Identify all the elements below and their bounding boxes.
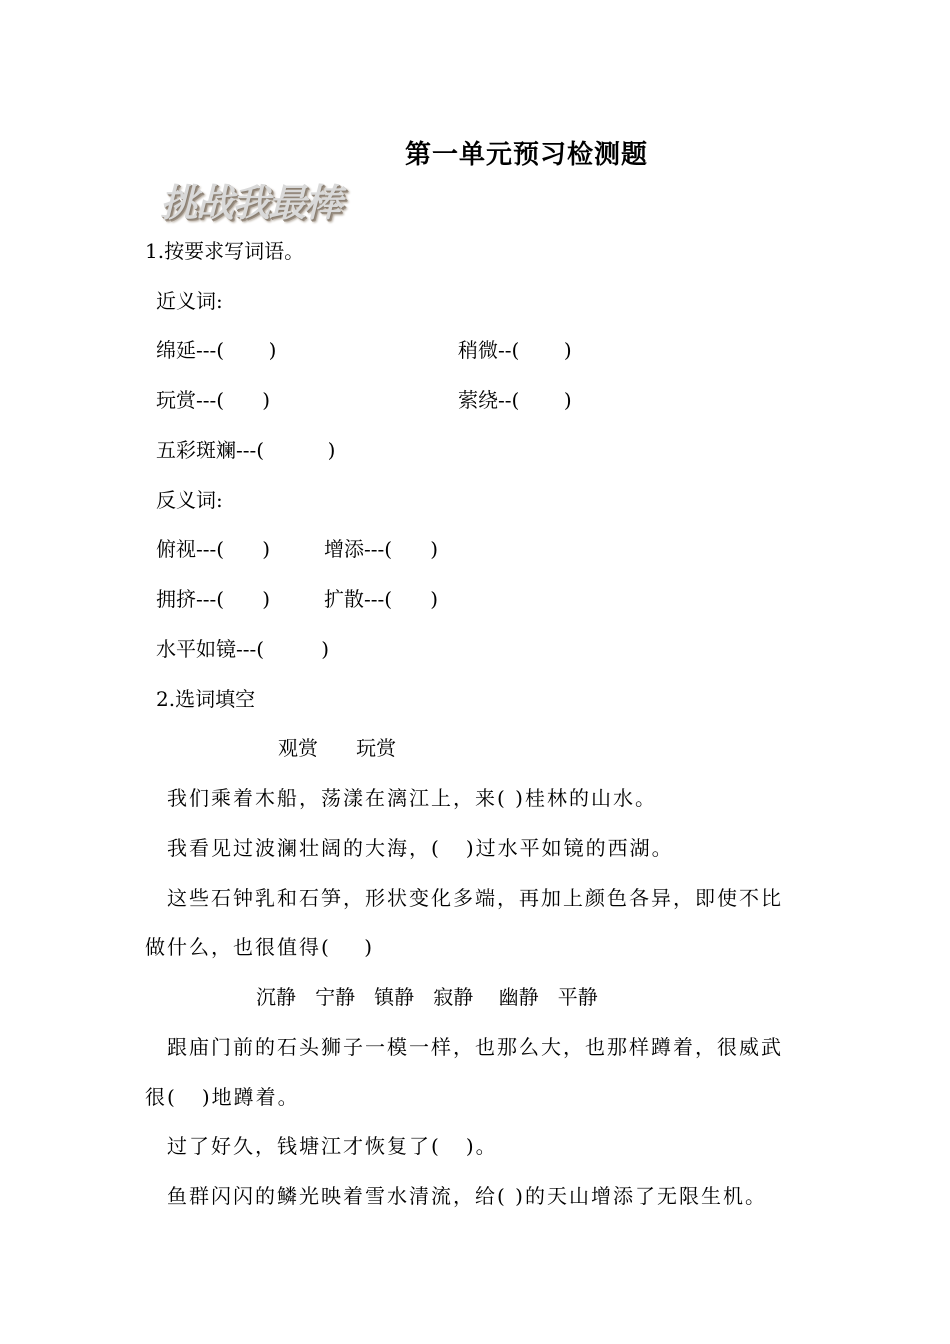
synonym-label: 近义词:	[156, 289, 223, 313]
section2-heading: 2.选词填空	[156, 687, 256, 711]
fill-sentence: 这些石钟乳和石笋，形状变化多端，再加上颜色各异，即使不比	[167, 886, 783, 910]
antonym-item: 俯视---( )	[156, 537, 271, 561]
word-bank: 观赏 玩赏	[278, 736, 397, 760]
synonym-item: 萦绕--( )	[458, 388, 572, 412]
antonym-item: 拥挤---( )	[156, 587, 271, 611]
synonym-item: 玩赏---( )	[156, 388, 271, 412]
fill-sentence: 做什么，也很值得( )	[145, 935, 375, 959]
fill-sentence: 过了好久，钱塘江才恢复了( )。	[167, 1134, 498, 1158]
word-bank: 沉静 宁静 镇静 寂静 幽静 平静	[256, 985, 598, 1009]
antonym-item: 扩散---( )	[324, 587, 439, 611]
antonym-item: 水平如镜---( )	[156, 637, 330, 661]
antonym-label: 反义词:	[156, 488, 223, 512]
challenge-banner: 挑战我最棒	[160, 181, 341, 225]
synonym-item: 稍微--( )	[458, 338, 572, 362]
antonym-item: 增添---( )	[324, 537, 439, 561]
fill-sentence: 跟庙门前的石头狮子一模一样，也那么大，也那样蹲着，很威武	[167, 1035, 783, 1059]
fill-sentence: 鱼群闪闪的鳞光映着雪水清流，给( )的天山增添了无限生机。	[167, 1184, 767, 1208]
synonym-item: 五彩斑斓---( )	[156, 438, 336, 462]
fill-sentence: 我们乘着木船，荡漾在漓江上，来( )桂林的山水。	[167, 786, 657, 810]
fill-sentence: 我看见过波澜壮阔的大海，( )过水平如镜的西湖。	[167, 836, 674, 860]
fill-sentence: 很( )地蹲着。	[145, 1085, 300, 1109]
page-title: 第一单元预习检测题	[405, 140, 649, 170]
section1-heading: 1.按要求写词语。	[145, 239, 305, 263]
synonym-item: 绵延---( )	[156, 338, 277, 362]
